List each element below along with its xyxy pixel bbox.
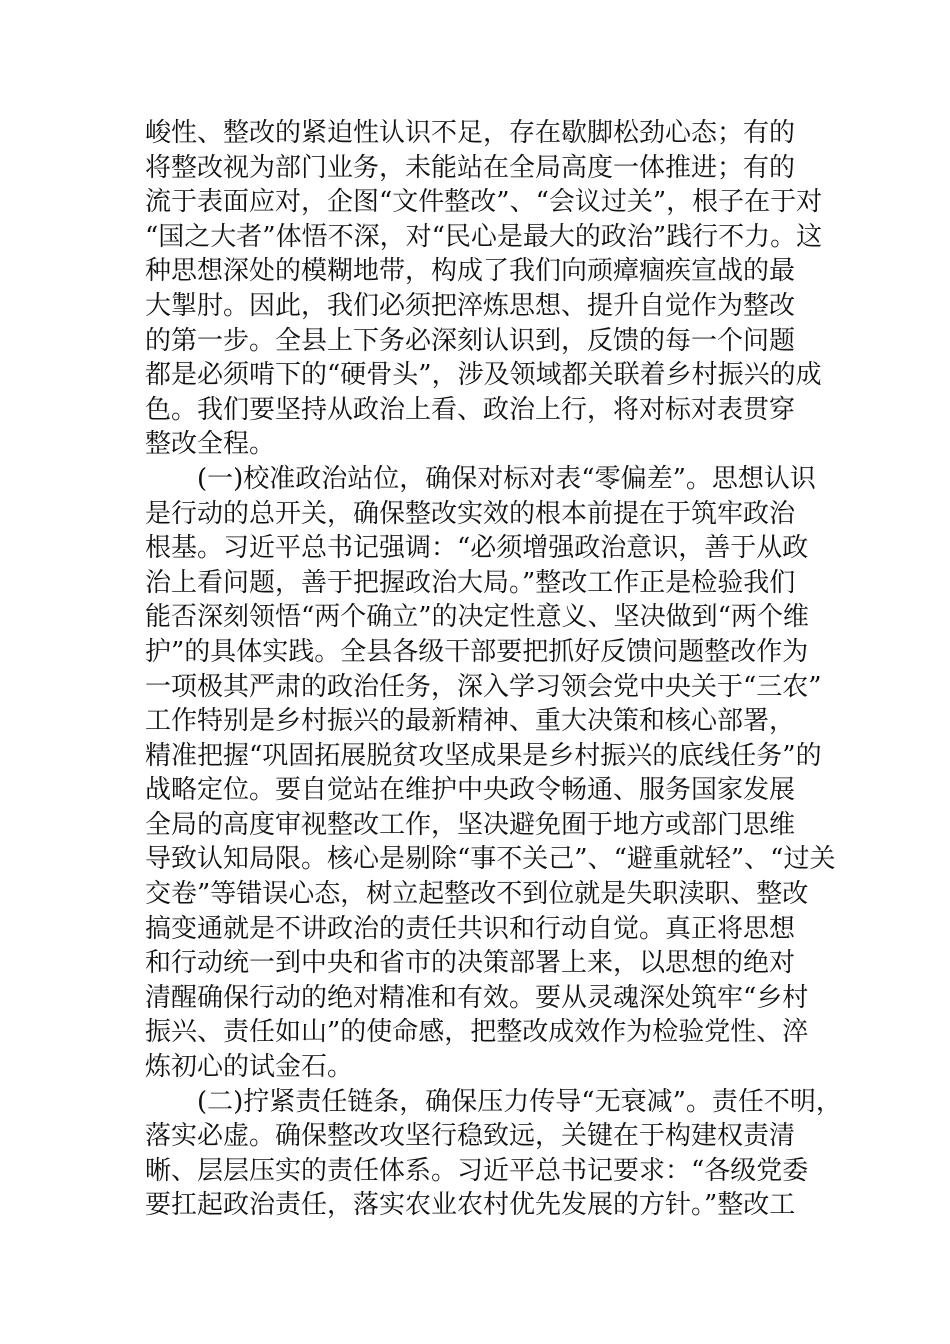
text-line: 全局的高度审视整改工作，坚决避免囿于地方或部门思维 bbox=[145, 809, 796, 840]
text-line: 大掣肘。因此，我们必须把淬炼思想、提升自觉作为整改 bbox=[145, 290, 796, 321]
text-line: 整改全程。 bbox=[145, 429, 276, 460]
text-line: 是行动的总开关，确保整改实效的根本前提在于筑牢政治 bbox=[145, 498, 796, 529]
text-line: 根基。习近平总书记强调：“必须增强政治意识，善于从政 bbox=[145, 533, 809, 564]
text-line: 要扛起政治责任，落实农业农村优先发展的方针。”整改工 bbox=[145, 1190, 796, 1221]
paragraph bbox=[145, 116, 825, 462]
text-line: 导致认知局限。核心是剔除“事不关己”、“避重就轻”、“过关 bbox=[145, 844, 836, 875]
text-line: 能否深刻领悟“两个确立”的决定性意义、坚决做到“两个维 bbox=[145, 602, 809, 633]
text-line: 振兴、责任如山”的使命感，把整改成效作为检验党性、淬 bbox=[145, 1017, 809, 1048]
text-line: 峻性、整改的紧迫性认识不足，存在歇脚松劲心态；有的 bbox=[145, 118, 796, 148]
document-body bbox=[145, 116, 842, 1223]
text-line: 色。我们要坚持从政治上看、政治上行，将对标对表贯穿 bbox=[145, 394, 796, 425]
text-line: 将整改视为部门业务，未能站在全局高度一体推进；有的 bbox=[145, 152, 796, 183]
text-line: 炼初心的试金石。 bbox=[145, 1052, 354, 1083]
text-line: 和行动统一到中央和省市的决策部署上来，以思想的绝对 bbox=[145, 948, 796, 979]
text-line: 护”的具体实践。全县各级干部要把抓好反馈问题整改作为 bbox=[145, 636, 809, 667]
text-line: 治上看问题，善于把握政治大局。”整改工作正是检验我们 bbox=[145, 567, 796, 598]
paragraph bbox=[145, 1085, 842, 1223]
text-line: 都是必须啃下的“硬骨头”，涉及领域都关联着乡村振兴的成 bbox=[145, 360, 822, 391]
text-line: (二)拧紧责任链条，确保压力传导“无衰减”。责任不明， bbox=[197, 1086, 842, 1117]
text-line: “国之大者”体悟不深，对“民心是最大的政治”践行不力。这 bbox=[145, 221, 823, 252]
paragraph bbox=[145, 462, 836, 1085]
text-line: (一)校准政治站位，确保对标对表“零偏差”。思想认识 bbox=[197, 463, 816, 494]
text-line: 交卷”等错误心态，树立起整改不到位就是失职渎职、整改 bbox=[145, 879, 809, 910]
text-line: 搞变通就是不讲政治的责任共识和行动自觉。真正将思想 bbox=[145, 913, 796, 944]
text-line: 落实必虚。确保整改攻坚行稳致远，关键在于构建权责清 bbox=[145, 1121, 796, 1152]
text-line: 战略定位。要自觉站在维护中央政令畅通、服务国家发展 bbox=[145, 775, 796, 806]
text-line: 一项极其严肃的政治任务，深入学习领会党中央关于“三农” bbox=[145, 671, 822, 702]
text-line: 精准把握“巩固拓展脱贫攻坚成果是乡村振兴的底线任务”的 bbox=[145, 740, 822, 771]
text-line: 工作特别是乡村振兴的最新精神、重大决策和核心部署， bbox=[145, 706, 796, 737]
text-line: 的第一步。全县上下务必深刻认识到，反馈的每一个问题 bbox=[145, 325, 796, 356]
text-line: 晰、层层压实的责任体系。习近平总书记要求：“各级党委 bbox=[145, 1155, 809, 1186]
text-line: 清醒确保行动的绝对精准和有效。要从灵魂深处筑牢“乡村 bbox=[145, 982, 809, 1013]
text-line: 种思想深处的模糊地带，构成了我们向顽瘴痼疾宣战的最 bbox=[145, 256, 796, 287]
text-line: 流于表面应对，企图“文件整改”、“会议过关”，根子在于对 bbox=[145, 187, 823, 218]
